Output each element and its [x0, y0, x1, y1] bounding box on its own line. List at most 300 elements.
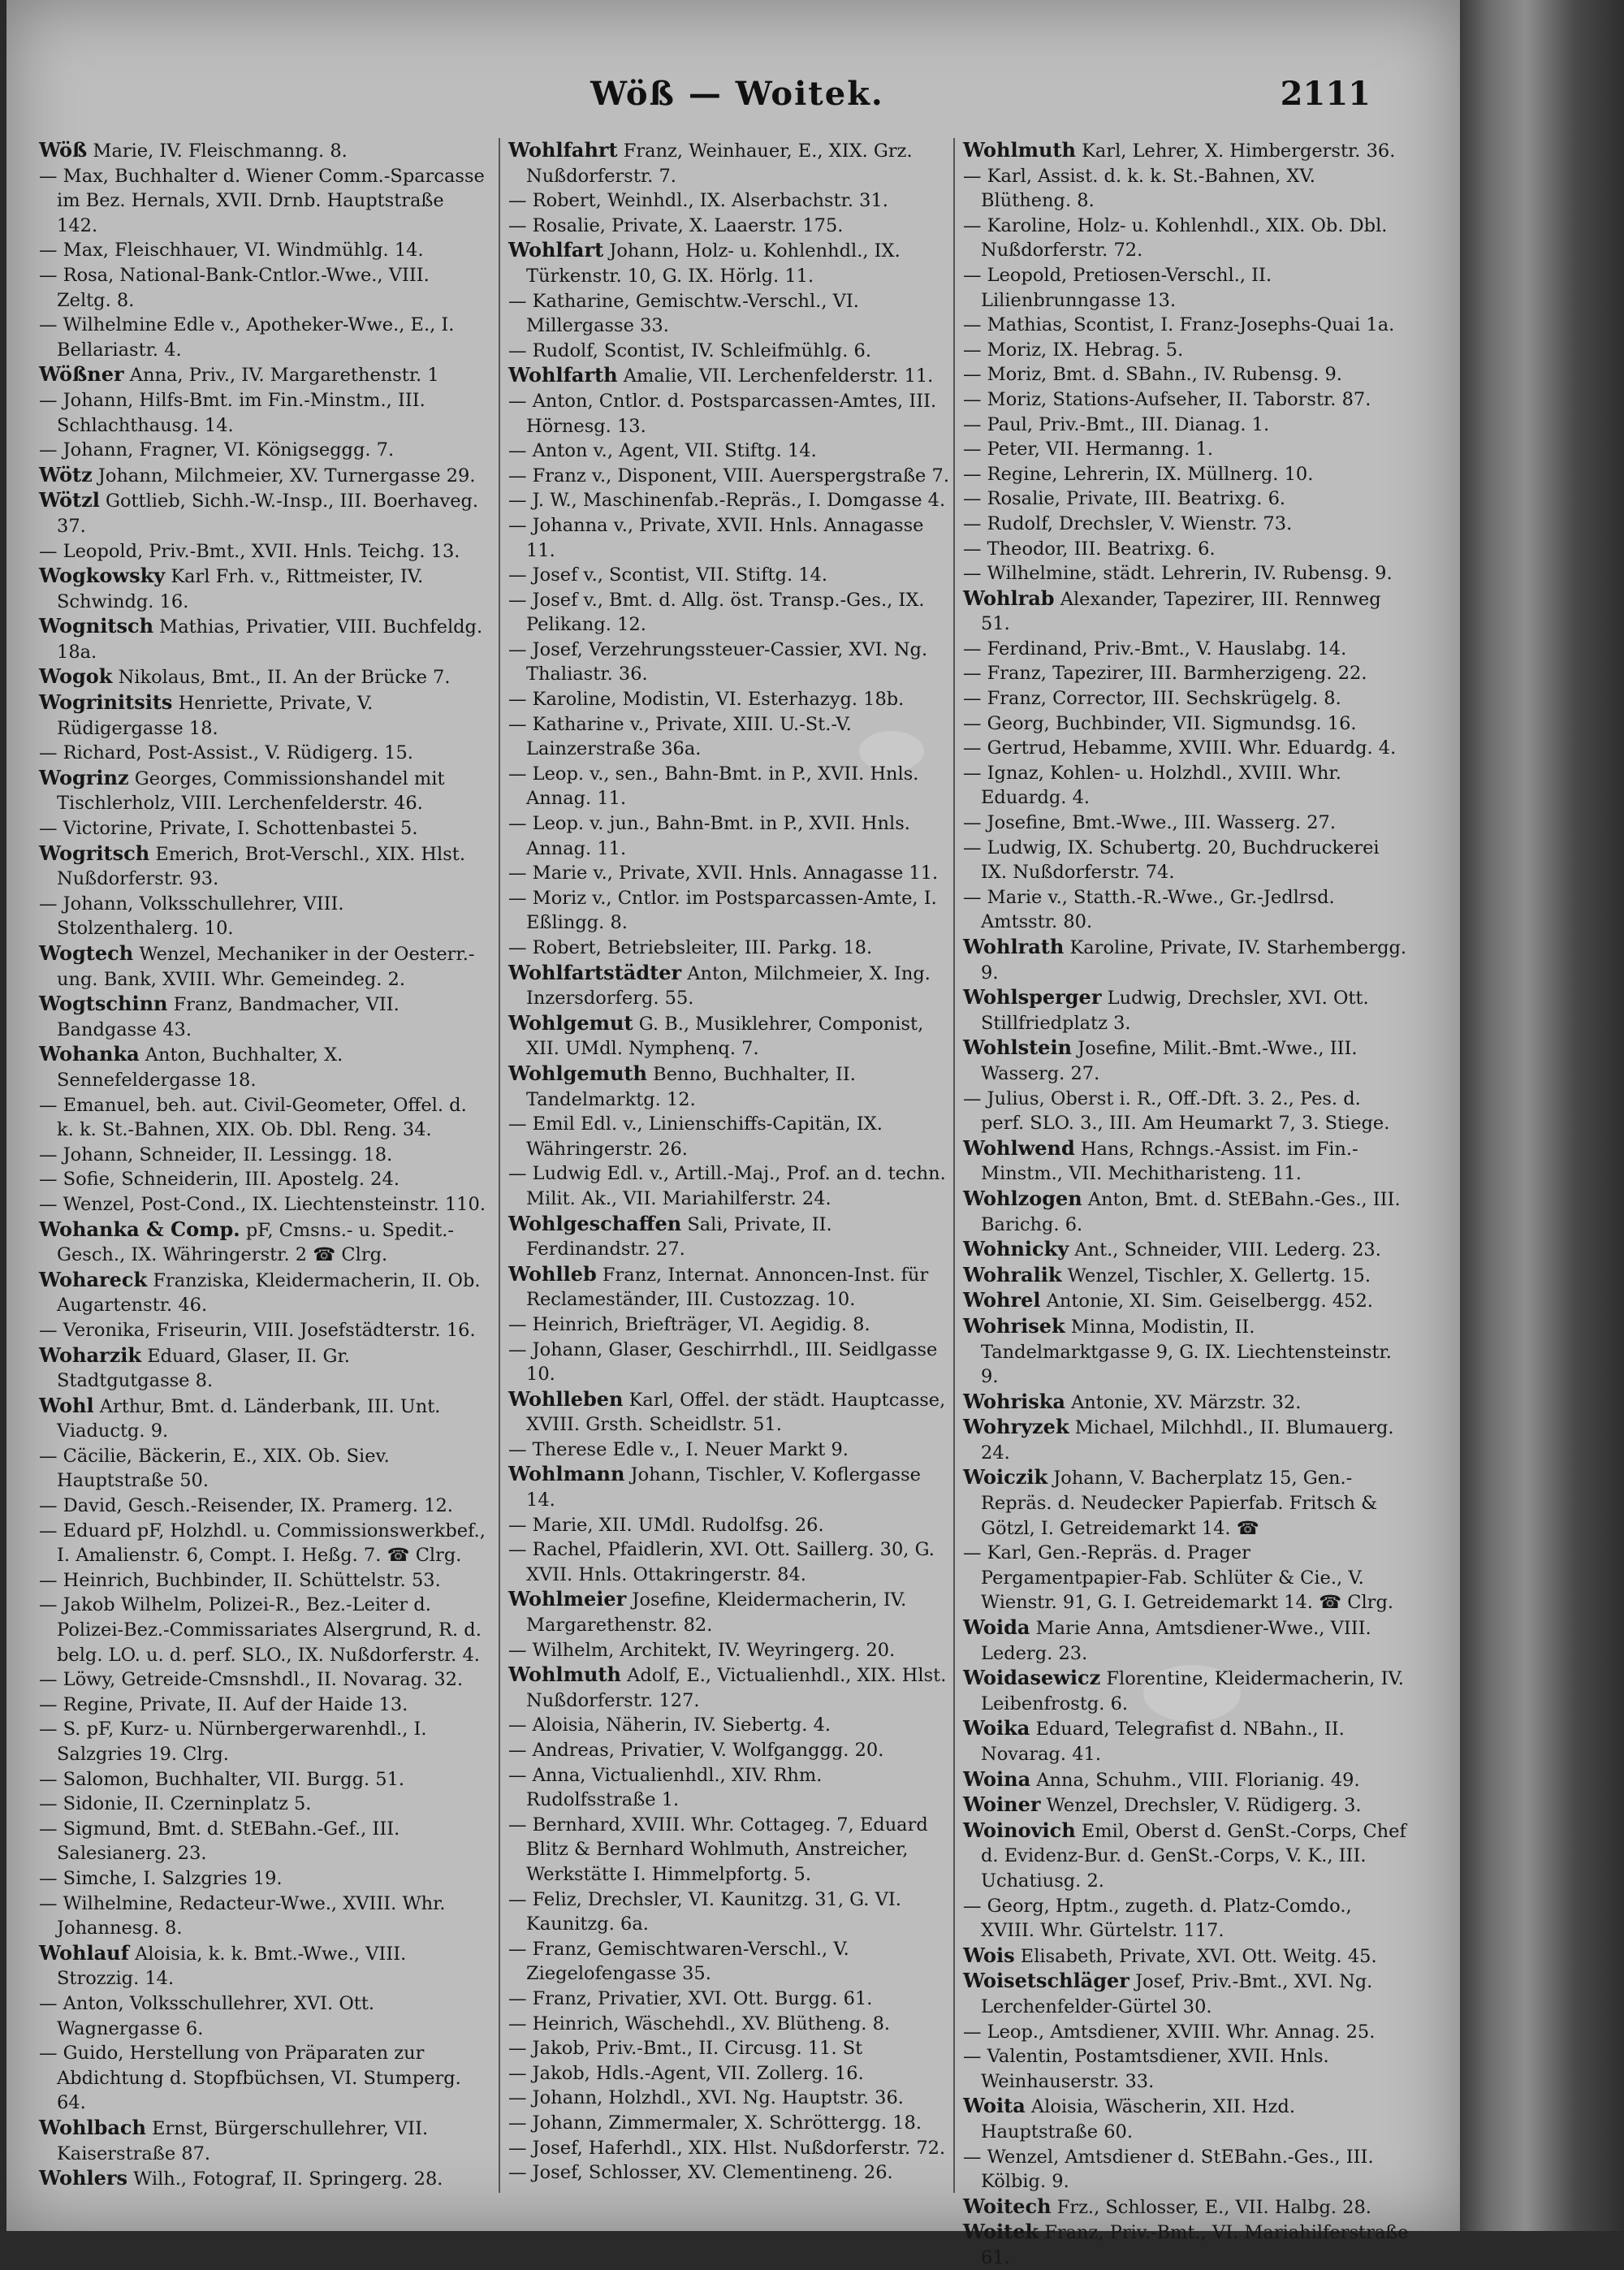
directory-entry — [963, 462, 1410, 487]
entry-text: — Wenzel, Post-Cond., IX. Liechtensteinstr. 110. — [39, 1193, 486, 1215]
directory-entry — [963, 1767, 1410, 1793]
entry-surname: Wogkowsky — [39, 564, 166, 588]
entry-surname: Wöß — [39, 138, 88, 162]
entry-text: — Franz, Corrector, III. Sechskrügelg. 8. — [963, 688, 1341, 710]
directory-entry — [963, 836, 1410, 885]
entry-text: — Karoline, Modistin, VI. Esterhazyg. 18b. — [508, 689, 905, 711]
entry-surname: Wogtech — [39, 941, 134, 965]
directory-entry — [963, 2220, 1410, 2270]
entry-text: — Leopold, Pretiosen-Verschl., II. Lilienbrunngasse 13. — [963, 264, 1272, 311]
entry-surname: Wohlmuth — [963, 138, 1076, 162]
entry-surname: Wohlfahrt — [508, 138, 618, 162]
entry-surname: Woina — [963, 1766, 1031, 1791]
directory-entry — [508, 1738, 955, 1763]
entry-surname: Wohnicky — [963, 1237, 1069, 1261]
directory-entry — [508, 1462, 955, 1512]
entry-text: — Karl, Gen.-Repräs. d. Prager Pergamentpapier-Fab. Schlüter & Cie., V. Wienstr. 91, G. I. Getreidemarkt 14. ☎ Clrg. — [963, 1542, 1393, 1614]
entry-text: — Therese Edle v., I. Neuer Markt 9. — [508, 1438, 849, 1460]
directory-entry — [508, 1387, 955, 1438]
directory-entry — [508, 886, 955, 936]
directory-entry — [39, 1767, 486, 1792]
entry-text: — Johann, Glaser, Geschirrhdl., III. Seidlgasse 10. — [508, 1338, 938, 1386]
directory-entry — [963, 985, 1410, 1036]
column-rule — [499, 138, 500, 2193]
entry-text: — Heinrich, Wäschehdl., XV. Blütheng. 8. — [508, 2013, 891, 2034]
directory-entry — [39, 463, 486, 489]
entry-text: G. B., Musiklehrer, Componist, XII. UMdl. Nymphenq. 7. — [526, 1013, 924, 1060]
directory-entry — [508, 1763, 955, 1813]
entry-surname: Wohlfart — [508, 238, 604, 262]
directory-entry — [963, 1036, 1410, 1086]
directory-entry — [963, 512, 1410, 537]
directory-entry — [963, 2044, 1410, 2094]
directory-entry — [39, 362, 486, 388]
directory-entry — [963, 811, 1410, 836]
entry-text: Sali, Private, II. Ferdinandstr. 27. — [526, 1213, 832, 1260]
directory-entry — [508, 588, 955, 638]
entry-text: — Sofie, Schneiderin, III. Apostelg. 24. — [39, 1169, 400, 1191]
entry-text: — Cäcilie, Bäckerin, E., XIX. Ob. Siev. Hauptstraße 50. — [39, 1445, 390, 1492]
entry-surname: Wohlgemut — [508, 1010, 633, 1035]
directory-entry — [39, 1817, 486, 1866]
entry-text: — Guido, Herstellung von Präparaten zur Abdichtung d. Stopfbüchsen, VI. Stumperg. 64. — [39, 2043, 461, 2114]
directory-entry — [508, 363, 955, 389]
entry-text: Elisabeth, Private, XVI. Ott. Weitg. 45. — [1020, 1945, 1377, 1967]
entry-text: — Johann, Volksschullehrer, VIII. Stolzenthalerg. 10. — [39, 893, 344, 940]
directory-entry — [39, 892, 486, 941]
directory-entry — [39, 1494, 486, 1519]
directory-entry — [39, 1343, 486, 1394]
entry-text: — Ferdinand, Priv.-Bmt., V. Hauslabg. 14. — [963, 638, 1347, 659]
entry-surname: Wohlwend — [963, 1135, 1075, 1160]
book-edge — [1460, 0, 1624, 2231]
directory-entry — [39, 1693, 486, 1718]
entry-text: — Leopold, Priv.-Bmt., XVII. Hnls. Teichg. 13. — [39, 540, 460, 562]
directory-entry — [963, 1314, 1410, 1390]
directory-entry — [508, 2012, 955, 2037]
entry-text: — Wilhelmine, Redacteur-Wwe., XVIII. Whr. Johannesg. 8. — [39, 1892, 446, 1939]
directory-entry — [963, 1415, 1410, 1465]
directory-entry — [39, 1042, 486, 1092]
entry-text: — Max, Buchhalter d. Wiener Comm.-Sparcasse im Bez. Hernals, XVII. Drnb. Hauptstraße 142. — [39, 165, 485, 236]
entry-text: Franz, Bandmacher, VII. Bandgasse 43. — [57, 994, 400, 1040]
entry-text: — Franz, Gemischtwaren-Verschl., V. Ziegelofengasse 35. — [508, 1938, 849, 1985]
entry-text: Gottlieb, Sichh.-W.-Insp., III. Boerhaveg. 37. — [57, 491, 479, 537]
entry-surname: Woisetschläger — [963, 1969, 1129, 1993]
directory-entry — [508, 1112, 955, 1161]
entry-text: — Valentin, Postamtsdiener, XVII. Hnls. Weinhauserstr. 33. — [963, 2046, 1329, 2092]
entry-text: — Jakob, Hdls.-Agent, VII. Zollerg. 16. — [508, 2062, 864, 2084]
entry-surname: Wognitsch — [39, 614, 154, 638]
entry-surname: Wohlauf — [39, 1940, 129, 1965]
directory-entry — [963, 164, 1410, 214]
directory-entry — [508, 289, 955, 339]
directory-entry — [39, 941, 486, 992]
directory-entry — [508, 1338, 955, 1387]
directory-entry — [39, 438, 486, 463]
entry-text: Henriette, Private, V. Rüdigergasse 18. — [57, 693, 374, 739]
entry-text: — Josef v., Bmt. d. Allg. öst. Transp.-Ges., IX. Pelikang. 12. — [508, 589, 925, 636]
directory-entry — [508, 2061, 955, 2086]
directory-entry — [963, 2094, 1410, 2144]
entry-text: Alexander, Tapezirer, III. Rennweg 51. — [981, 588, 1381, 635]
directory-entry — [508, 563, 955, 588]
entry-text: Franz, Internat. Annoncen-Inst. für Reclameständer, III. Custozzag. 10. — [526, 1264, 929, 1311]
directory-entry — [39, 1217, 486, 1268]
entry-text: — Emil Edl. v., Linienschiffs-Capitän, IX. Währingerstr. 26. — [508, 1113, 883, 1160]
entry-text: — Franz, Tapezirer, III. Barmherzigeng. 22. — [963, 663, 1367, 685]
directory-entry — [39, 664, 486, 690]
directory-entry — [963, 1716, 1410, 1766]
entry-text: — Karoline, Holz- u. Kohlenhdl., XIX. Ob. Dbl. Nußdorferstr. 72. — [963, 214, 1388, 262]
directory-entry — [39, 614, 486, 664]
directory-entry — [39, 1892, 486, 1941]
directory-entry — [39, 564, 486, 614]
entry-text: Hans, Rchngs.-Assist. im Fin.-Minstm., VII. Mechitharisteng. 11. — [981, 1138, 1358, 1185]
directory-entry — [508, 1262, 955, 1312]
entry-surname: Woitech — [963, 2194, 1052, 2218]
entry-text: — S. pF, Kurz- u. Nürnbergerwarenhdl., I. Salzgries 19. Clrg. — [39, 1719, 427, 1765]
entry-surname: Wötzl — [39, 488, 100, 512]
directory-entry — [963, 537, 1410, 562]
entry-text: Anton, Bmt. d. StEBahn.-Ges., III. Barichg. 6. — [981, 1188, 1401, 1235]
directory-entry — [963, 263, 1410, 313]
directory-entry — [508, 1011, 955, 1061]
directory-entry — [39, 1519, 486, 1568]
entry-text: — Salomon, Buchhalter, VII. Burgg. 51. — [39, 1768, 405, 1790]
entry-text: — Ignaz, Kohlen- u. Holzhdl., XVIII. Whr. Eduardg. 4. — [963, 762, 1341, 809]
entry-text: — Löwy, Getreide-Cmsnshdl., II. Novarag. 32. — [39, 1669, 464, 1691]
directory-entry — [963, 1818, 1410, 1894]
entry-surname: Woida — [963, 1615, 1030, 1640]
entry-text: Wenzel, Mechaniker in der Oesterr.-ung. Bank, XVIII. Whr. Gemeindeg. 2. — [57, 944, 475, 990]
entry-text: pF, Cmsns.- u. Spedit.-Gesch., IX. Währingerstr. 2 ☎ Clrg. — [57, 1219, 454, 1266]
entry-surname: Wohanka & Comp. — [39, 1217, 240, 1241]
entry-text: — Heinrich, Briefträger, VI. Aegidig. 8. — [508, 1313, 870, 1335]
entry-text: Ant., Schneider, VIII. Lederg. 23. — [1074, 1239, 1381, 1261]
directory-entry — [508, 1513, 955, 1538]
directory-entry — [963, 761, 1410, 811]
directory-entry — [39, 238, 486, 263]
entry-surname: Woinovich — [963, 1818, 1076, 1842]
directory-entry — [39, 1143, 486, 1168]
entry-text: — David, Gesch.-Reisender, IX. Pramerg. 12. — [39, 1495, 453, 1517]
entry-surname: Woitek — [963, 2220, 1039, 2244]
entry-surname: Wohlgemuth — [508, 1061, 647, 1085]
entry-text: — Heinrich, Buchbinder, II. Schüttelstr. 53. — [39, 1569, 441, 1591]
directory-entry — [508, 238, 955, 288]
directory-entry — [963, 338, 1410, 363]
entry-text: — Julius, Oberst i. R., Off.-Dft. 3. 2., Pes. d. perf. SLO. 3., III. Am Heumarkt 7, 3. Stiege. — [963, 1087, 1390, 1135]
entry-surname: Wohlrath — [963, 935, 1065, 958]
directory-entry — [963, 661, 1410, 686]
directory-entry — [39, 539, 486, 564]
entry-text: Franz, Weinhauer, E., XIX. Grz. Nußdorferstr. 7. — [526, 141, 913, 187]
entry-text: — Wilhelmine, städt. Lehrerin, IV. Rubensg. 9. — [963, 563, 1393, 585]
directory-entry — [508, 1713, 955, 1738]
entry-text: — Eduard pF, Holzhdl. u. Commissionswerkbef., I. Amalienstr. 6, Compt. I. Heßg. 7. ☎ Clrg. — [39, 1520, 486, 1567]
entry-text: Amalie, VII. Lerchenfelderstr. 11. — [623, 365, 934, 387]
entry-text: — Katharine v., Private, XIII. U.-St.-V. Lainzerstraße 36a. — [508, 713, 852, 760]
directory-entry — [963, 561, 1410, 586]
entry-text: Georges, Commissionshandel mit Tischlerholz, VIII. Lerchenfelderstr. 46. — [57, 767, 445, 815]
directory-entry — [963, 1969, 1410, 2019]
directory-entry — [39, 1593, 486, 1667]
entry-text: — Theodor, III. Beatrixg. 6. — [963, 538, 1216, 560]
entry-text: — Moriz, Bmt. d. SBahn., IV. Rubensg. 9. — [963, 364, 1342, 386]
entry-text: — Jakob Wilhelm, Polizei-R., Bez.-Leiter d. Polizei-Bez.-Commissariates Alsergrund, R. d. belg. LO. u. d. perf. SLO., IX. Nußdorferstr. 4. — [39, 1594, 482, 1666]
directory-entry — [963, 1087, 1410, 1136]
entry-text: Anna, Priv., IV. Margarethenstr. 1 — [129, 365, 439, 387]
directory-entry — [508, 1663, 955, 1713]
entry-text: — Andreas, Privatier, V. Wolfganggg. 20. — [508, 1740, 884, 1761]
entry-text: — Josef, Haferhdl., XIX. Hlst. Nußdorferstr. 72. — [508, 2137, 946, 2159]
entry-text: — Moriz, Stations-Aufseher, II. Taborstr. 87. — [963, 388, 1371, 410]
entry-surname: Wohlers — [39, 2166, 127, 2190]
directory-entry — [963, 1136, 1410, 1187]
directory-entry — [963, 736, 1410, 761]
entry-text: — Rosalie, Private, X. Laaerstr. 175. — [508, 214, 844, 236]
entry-text: — Regine, Lehrerin, IX. Müllnerg. 10. — [963, 463, 1314, 485]
directory-entry — [508, 861, 955, 886]
directory-entry — [963, 2194, 1410, 2220]
directory-entry — [39, 690, 486, 741]
directory-entry — [963, 637, 1410, 662]
entry-text: — Josef, Verzehrungssteuer-Cassier, XVI. Ng. Thaliastr. 36. — [508, 638, 928, 685]
entry-text: Ludwig, Drechsler, XVI. Ott. Stillfriedplatz 3. — [981, 988, 1369, 1034]
entry-text: Franziska, Kleidermacherin, II. Ob. Augartenstr. 46. — [57, 1269, 481, 1317]
entry-text: — Paul, Priv.-Bmt., III. Dianag. 1. — [963, 413, 1270, 435]
entry-text: — Moriz, IX. Hebrag. 5. — [963, 339, 1184, 361]
directory-entry — [508, 1587, 955, 1637]
entry-text: Minna, Modistin, II. Tandelmarktgasse 9, G. IX. Liechtensteinstr. 9. — [981, 1316, 1392, 1388]
entry-text: Mathias, Privatier, VIII. Buchfeldg. 18a. — [57, 616, 483, 663]
entry-text: — Rosa, National-Bank-Cntlor.-Wwe., VIII. Zeltg. 8. — [39, 264, 430, 311]
entry-text: Anton, Milchmeier, X. Ing. Inzersdorferg. 55. — [526, 962, 931, 1010]
entry-text: — Georg, Buchbinder, VII. Sigmundsg. 16. — [963, 712, 1357, 734]
entry-text: Frz., Schlosser, E., VII. Halbg. 28. — [1056, 2196, 1371, 2218]
entry-text: Johann, Holz- u. Kohlenhdl., IX. Türkenstr. 10, G. IX. Hörlg. 11. — [526, 240, 901, 287]
directory-entry — [39, 1866, 486, 1892]
entry-surname: Wohareck — [39, 1267, 148, 1291]
directory-entry — [508, 1161, 955, 1211]
entry-text: — Jakob, Priv.-Bmt., II. Circusg. 11. St — [508, 2038, 863, 2060]
entry-surname: Wohrisek — [963, 1313, 1065, 1338]
entry-text: — Josef v., Scontist, VII. Stiftg. 14. — [508, 564, 828, 586]
entry-text: Florentine, Kleidermacherin, IV. Leibenfrostg. 6. — [981, 1668, 1404, 1714]
entry-text: Benno, Buchhalter, II. Tandelmarktg. 12. — [526, 1063, 856, 1110]
directory-entry — [39, 2166, 486, 2192]
entry-text: Wilh., Fotograf, II. Springerg. 28. — [133, 2168, 443, 2190]
entry-surname: Wohanka — [39, 1042, 140, 1066]
entry-text: — Leop. v. jun., Bahn-Bmt. in P., XVII. Hnls. Annag. 11. — [508, 813, 910, 859]
directory-entry — [508, 488, 955, 513]
entry-text: — Johann, Fragner, VI. Königseggg. 7. — [39, 439, 395, 461]
directory-entry — [39, 313, 486, 362]
directory-entry — [963, 437, 1410, 462]
entry-text: — Sigmund, Bmt. d. StEBahn.-Gef., III. Salesianerg. 23. — [39, 1818, 400, 1865]
directory-entry — [39, 992, 486, 1042]
entry-text: — Franz v., Disponent, VIII. Auerspergstraße 7. — [508, 465, 949, 486]
entry-text: — Aloisia, Näherin, IV. Siebertg. 4. — [508, 1714, 831, 1736]
entry-text: — Richard, Post-Assist., V. Rüdigerg. 15. — [39, 742, 413, 764]
directory-entry — [39, 164, 486, 239]
directory-entry — [508, 1438, 955, 1463]
entry-text: — Bernhard, XVIII. Whr. Cottageg. 7, Eduard Blitz & Bernhard Wohlmuth, Anstreicher, Werkstätte I. Himmelpfortg. 5. — [508, 1814, 928, 1885]
directory-entry — [963, 413, 1410, 438]
entry-text: — Josef, Schlosser, XV. Clementineng. 26. — [508, 2162, 893, 2184]
directory-entry — [963, 1237, 1410, 1263]
entry-text: — Ludwig, IX. Schubertg. 20, Buchdruckerei IX. Nußdorferstr. 74. — [963, 837, 1380, 884]
directory-entry — [508, 1937, 955, 1987]
directory-entry — [508, 464, 955, 489]
entry-text: Franz, Priv.-Bmt., VI. Mariahilferstraße 61. — [981, 2222, 1409, 2268]
entry-text: — Emanuel, beh. aut. Civil-Geometer, Offel. d. k. k. St.-Bahnen, XIX. Ob. Dbl. Reng. 34. — [39, 1094, 467, 1141]
entry-text: — Rudolf, Drechsler, V. Wienstr. 73. — [963, 512, 1293, 534]
entry-text: — Regine, Private, II. Auf der Haide 13. — [39, 1693, 408, 1715]
entry-text: Karl, Offel. der städt. Hauptcasse, XVIII. Grsth. Scheidlstr. 51. — [526, 1389, 946, 1436]
entry-text: — Wilhelm, Architekt, IV. Weyringerg. 20. — [508, 1639, 896, 1661]
entry-surname: Wois — [963, 1943, 1015, 1967]
entry-text: Josefine, Kleidermacherin, IV. Margarethenstr. 82. — [526, 1589, 907, 1637]
entry-text: — Moriz v., Cntlor. im Postsparcassen-Amte, I. Eßlingg. 8. — [508, 887, 937, 934]
directory-entry — [508, 936, 955, 961]
directory-entry — [508, 1061, 955, 1112]
entry-text: — Peter, VII. Hermanng. 1. — [963, 439, 1213, 460]
entry-text: — Rosalie, Private, III. Beatrixg. 6. — [963, 488, 1286, 510]
entry-surname: Wogtschinn — [39, 992, 168, 1016]
directory-entry — [39, 388, 486, 438]
entry-text: Anton, Buchhalter, X. Sennefeldergasse 18. — [57, 1044, 343, 1091]
directory-entry — [39, 1444, 486, 1494]
entry-surname: Wohryzek — [963, 1415, 1069, 1439]
directory-entry — [963, 1792, 1410, 1818]
entry-text: — Johann, Zimmermaler, X. Schröttergg. 18. — [508, 2112, 922, 2134]
entry-text: — Anton, Cntlor. d. Postsparcassen-Amtes, III. Hörnesg. 13. — [508, 390, 937, 437]
entry-text: Nikolaus, Bmt., II. An der Brücke 7. — [118, 667, 451, 689]
entry-surname: Wogrinz — [39, 765, 129, 789]
directory-entry — [508, 339, 955, 364]
directory-entry — [963, 2145, 1410, 2194]
entry-text: Ernst, Bürgerschullehrer, VII. Kaiserstraße 87. — [57, 2117, 429, 2164]
entry-surname: Woharzik — [39, 1343, 142, 1367]
entry-text: Antonie, XV. Märzstr. 32. — [1071, 1391, 1302, 1413]
entry-text: Aloisia, Wäscherin, XII. Hzd. Hauptstraße 60. — [981, 2096, 1295, 2142]
directory-entry — [508, 138, 955, 188]
entry-text: — Marie, XII. UMdl. Rudolfsg. 26. — [508, 1514, 824, 1536]
entry-surname: Woiczik — [963, 1465, 1048, 1490]
entry-text: — Johann, Holzhdl., XVI. Ng. Hauptstr. 36. — [508, 2087, 904, 2109]
directory-entry — [963, 1541, 1410, 1615]
entry-surname: Wohlgeschaffen — [508, 1211, 682, 1235]
directory-entry — [39, 1268, 486, 1318]
entry-text: — Franz, Privatier, XVI. Ott. Burgg. 61. — [508, 1987, 873, 2009]
entry-text: — Karl, Assist. d. k. k. St.-Bahnen, XV. Blütheng. 8. — [963, 165, 1315, 212]
directory-entry — [963, 313, 1410, 338]
directory-entry — [39, 1667, 486, 1693]
directory-entry — [39, 741, 486, 766]
entry-surname: Woiner — [963, 1792, 1041, 1817]
entry-surname: Wogritsch — [39, 841, 150, 865]
directory-entry — [963, 1666, 1410, 1716]
directory-entry — [508, 389, 955, 439]
entry-text: Johann, Milchmeier, XV. Turnergasse 29. — [97, 465, 476, 486]
directory-entry — [963, 686, 1410, 711]
entry-text: — Johanna v., Private, XVII. Hnls. Annagasse 11. — [508, 514, 924, 561]
directory-entry — [508, 1312, 955, 1338]
directory-entry — [39, 1991, 486, 2041]
entry-text: — Robert, Weinhdl., IX. Alserbachstr. 31. — [508, 190, 888, 212]
directory-entry — [508, 687, 955, 712]
entry-text: — Feliz, Drechsler, VI. Kaunitzg. 31, G. VI. Kaunitzg. 6a. — [508, 1888, 901, 1935]
entry-text: Aloisia, k. k. Bmt.-Wwe., VIII. Strozzig. 14. — [57, 1943, 407, 1990]
directory-entry — [39, 816, 486, 841]
directory-column-2 — [508, 138, 955, 2201]
directory-entry — [39, 1167, 486, 1192]
directory-entry — [963, 1390, 1410, 1416]
directory-entry — [963, 2020, 1410, 2045]
entry-text: Eduard, Telegrafist d. NBahn., II. Novarag. 41. — [981, 1719, 1345, 1765]
directory-entry — [39, 1394, 486, 1444]
directory-entry — [508, 188, 955, 214]
entry-text: — Leop., Amtsdiener, XVIII. Whr. Annag. 25. — [963, 2021, 1376, 2043]
entry-text: — Katharine, Gemischtw.-Verschl., VI. Millergasse 33. — [508, 290, 859, 337]
entry-text: Karoline, Private, IV. Starhembergg. 9. — [981, 937, 1407, 984]
entry-surname: Wohlrab — [963, 586, 1055, 610]
entry-text: — Marie v., Statth.-R.-Wwe., Gr.-Jedlrsd. Amtsstr. 80. — [963, 886, 1335, 933]
entry-surname: Wohlstein — [963, 1036, 1073, 1060]
entry-surname: Wohlfartstädter — [508, 960, 682, 984]
directory-column-1 — [39, 138, 486, 2201]
directory-entry — [39, 2116, 486, 2166]
directory-entry — [963, 1944, 1410, 1969]
running-title: Wöß — Woitek. — [590, 75, 884, 113]
entry-surname: Wohralik — [963, 1262, 1062, 1286]
entry-text: — Victorine, Private, I. Schottenbastei 5. — [39, 818, 418, 840]
directory-entry — [39, 1941, 486, 1991]
entry-text: — Simche, I. Salzgries 19. — [39, 1867, 283, 1889]
entry-surname: Wohl — [39, 1393, 94, 1417]
directory-entry — [508, 2160, 955, 2186]
entry-text: Arthur, Bmt. d. Länderbank, III. Unt. Viaductg. 9. — [57, 1395, 441, 1442]
entry-text: Marie Anna, Amtsdiener-Wwe., VIII. Lederg. 23. — [981, 1618, 1371, 1664]
entry-text: — Anton, Volksschullehrer, XVI. Ott. Wagnergasse 6. — [39, 1992, 375, 2039]
directory-entry — [39, 2041, 486, 2116]
entry-surname: Woika — [963, 1716, 1030, 1740]
directory-entry — [508, 2036, 955, 2061]
entry-text: Anna, Schuhm., VIII. Florianig. 49. — [1036, 1769, 1360, 1791]
entry-surname: Wohlmuth — [508, 1663, 621, 1687]
directory-entry — [963, 935, 1410, 985]
directory-entry — [508, 1212, 955, 1262]
directory-entry — [508, 439, 955, 464]
entry-surname: Woita — [963, 2094, 1026, 2118]
entry-text: Adolf, E., Victualienhdl., XIX. Hlst. Nußdorferstr. 127. — [526, 1665, 947, 1711]
entry-text: — Marie v., Private, XVII. Hnls. Annagasse 11. — [508, 863, 939, 884]
entry-surname: Wötz — [39, 462, 93, 486]
entry-surname: Wohlleb — [508, 1261, 597, 1286]
entry-text: Emil, Oberst d. GenSt.-Corps, Chef d. Evidenz-Bur. d. GenSt.-Corps, V. K., III. Uchatiusg. 2. — [981, 1820, 1406, 1892]
directory-entry — [508, 2086, 955, 2111]
entry-text: Michael, Milchhdl., II. Blumauerg. 24. — [981, 1417, 1394, 1464]
entry-surname: Wogrinitsits — [39, 690, 173, 715]
directory-entry — [39, 766, 486, 816]
entry-text: — Gertrud, Hebamme, XVIII. Whr. Eduardg. 4. — [963, 737, 1397, 759]
entry-text: — Sidonie, II. Czerninplatz 5. — [39, 1793, 312, 1815]
entry-text: — Rudolf, Scontist, IV. Schleifmühlg. 6. — [508, 339, 871, 361]
directory-entry — [508, 1537, 955, 1587]
entry-text: — Mathias, Scontist, I. Franz-Josephs-Quai 1a. — [963, 314, 1395, 336]
